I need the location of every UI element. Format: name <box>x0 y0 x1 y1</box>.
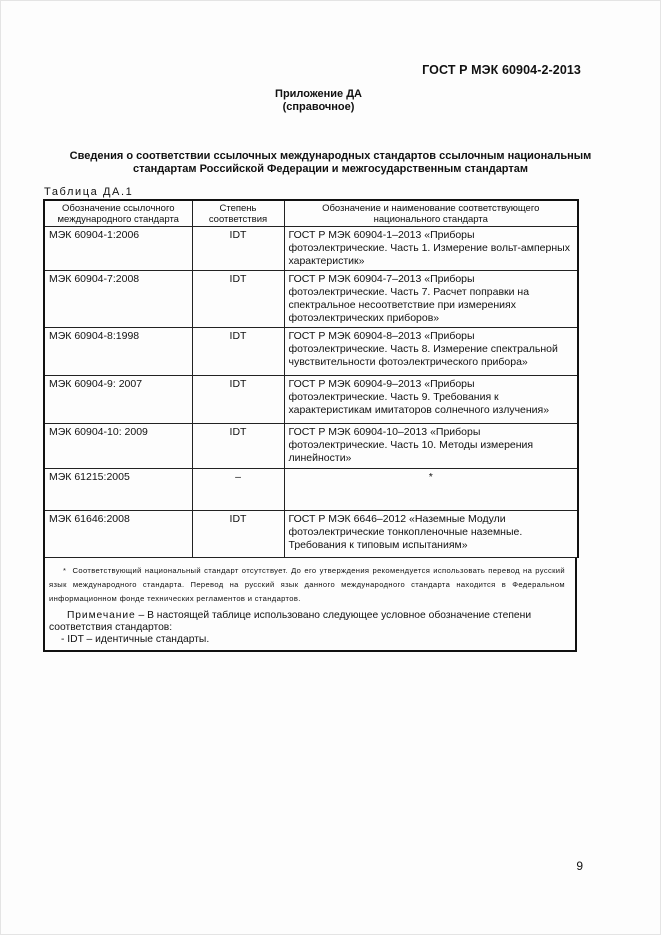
table-note <box>45 606 575 634</box>
cell-degree: – <box>192 469 284 511</box>
table-row <box>44 424 578 469</box>
cell-intl: МЭК 61215:2005 <box>44 469 192 511</box>
header-national-standard: Обозначение и наименование соответствующего национального стандарта <box>284 200 578 227</box>
standards-table <box>43 199 579 558</box>
standards-table-container <box>43 199 577 652</box>
table-caption: Таблица ДА.1 <box>44 186 134 198</box>
footnote <box>45 564 575 606</box>
cell-intl: МЭК 60904-8:1998 <box>44 328 192 376</box>
cell-intl: МЭК 61646:2008 <box>44 511 192 558</box>
cell-national: ГОСТ Р МЭК 60904-9–2013 «Приборы фотоэлектрические. Часть 9. Требования к характеристикам имитаторов солнечного излучения» <box>284 376 578 424</box>
cell-national: ГОСТ Р МЭК 60904-8–2013 «Приборы фотоэлектрические. Часть 8. Измерение спектральной чувствительности фотоэлектрического прибора» <box>284 328 578 376</box>
header-intl-standard: Обозначение ссылочного международного стандарта <box>44 200 192 227</box>
table-row <box>44 227 578 271</box>
cell-national: ГОСТ Р МЭК 60904-10–2013 «Приборы фотоэлектрические. Часть 10. Методы измерения линейности» <box>284 424 578 469</box>
appendix-title: Приложение ДА <box>275 88 362 100</box>
appendix-subtitle: (справочное) <box>282 101 355 113</box>
cell-national: ГОСТ Р МЭК 60904-7–2013 «Приборы фотоэлектрические. Часть 7. Расчет поправки на спектральное несоответствие при измерениях фотоэлектрических приборов» <box>284 271 578 328</box>
cell-degree: IDT <box>192 424 284 469</box>
cell-national: ГОСТ Р МЭК 6646–2012 «Наземные Модули фотоэлектрические тонкопленочные наземные. Требования к типовым испытаниям» <box>284 511 578 558</box>
table-footnotes <box>43 558 577 652</box>
cell-degree: IDT <box>192 511 284 558</box>
cell-degree: IDT <box>192 328 284 376</box>
cell-intl: МЭК 60904-10: 2009 <box>44 424 192 469</box>
document-code: ГОСТ Р МЭК 60904-2-2013 <box>422 63 581 77</box>
footnote-mark: * <box>63 566 67 575</box>
table-row <box>44 511 578 558</box>
cell-intl: МЭК 60904-9: 2007 <box>44 376 192 424</box>
note-text: – В настоящей таблице использовано следующее условное обозначение степени соответствия стандартов: <box>49 610 532 633</box>
section-heading: Сведения о соответствии ссылочных международных стандартов ссылочным национальным стандартам Российской Федерации и межгосударственным стандартам <box>69 150 592 175</box>
header-degree: Степень соответствия <box>192 200 284 227</box>
cell-degree: IDT <box>192 271 284 328</box>
table-row <box>44 376 578 424</box>
cell-intl: МЭК 60904-1:2006 <box>44 227 192 271</box>
note-list-item: - IDT – идентичные стандарты. <box>61 634 210 645</box>
cell-degree: IDT <box>192 376 284 424</box>
page-number: 9 <box>576 859 583 873</box>
table-header-row <box>44 200 578 227</box>
cell-intl: МЭК 60904-7:2008 <box>44 271 192 328</box>
footnote-text: Соответствующий национальный стандарт отсутствует. До его утверждения рекомендуется использовать перевод на русский язык международного стандарта. Перевод на русский язык данного международного стандарта находится в Федеральном информационном фонде технических регламентов и стандартов. <box>49 566 565 603</box>
table-row <box>44 469 578 511</box>
note-label: Примечание <box>67 610 136 621</box>
table-row <box>44 271 578 328</box>
cell-degree: IDT <box>192 227 284 271</box>
cell-national: * <box>284 469 578 511</box>
table-row <box>44 328 578 376</box>
cell-national: ГОСТ Р МЭК 60904-1–2013 «Приборы фотоэлектрические. Часть 1. Измерение вольт-амперных характеристик» <box>284 227 578 271</box>
